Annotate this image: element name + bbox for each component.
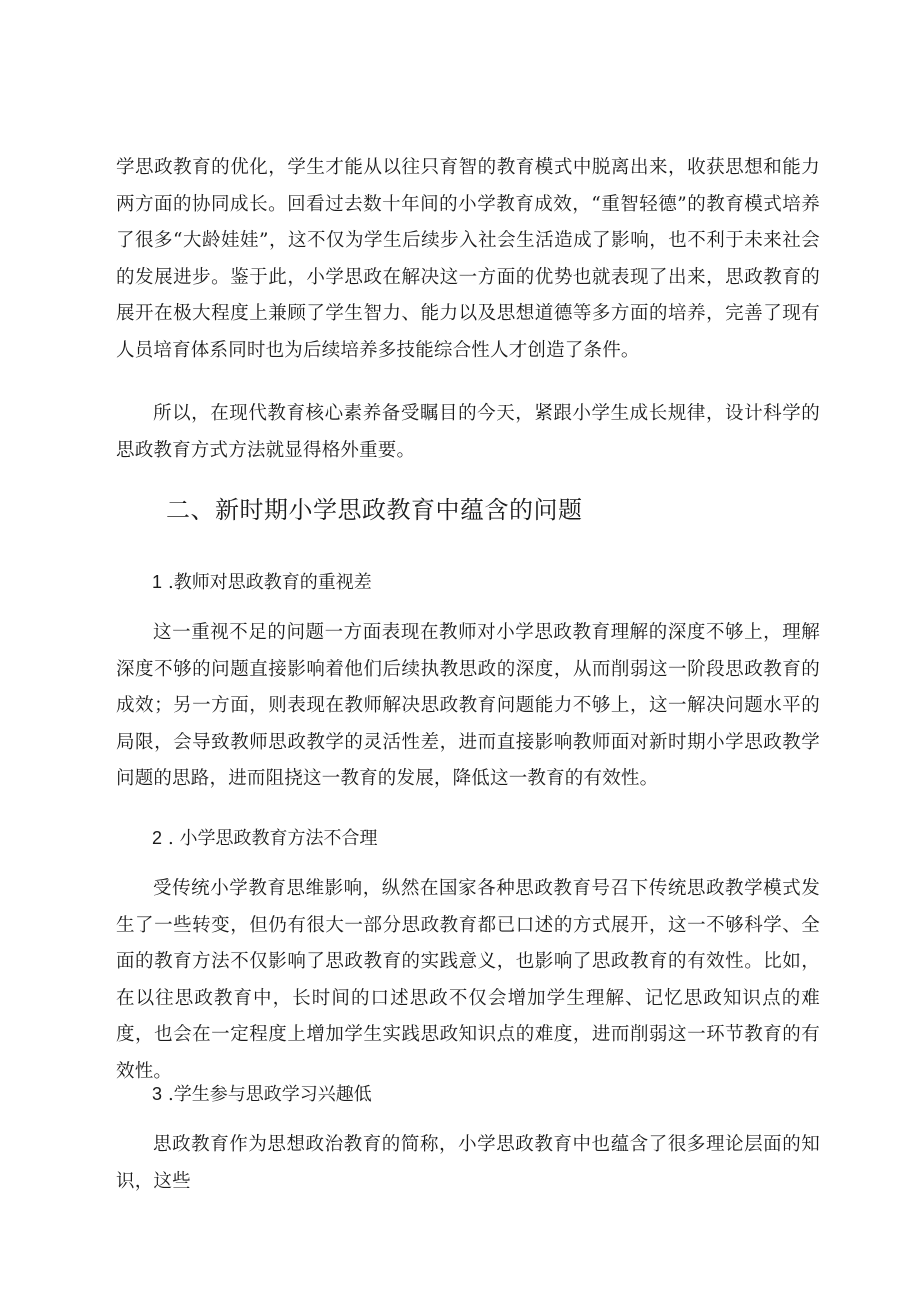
subsection-heading-2 — [152, 825, 377, 852]
paragraph-5: 思政教育作为思想政治教育的简称，小学思政教育中也蕴含了很多理论层面的知识，这些 — [116, 1134, 820, 1192]
subsection-number: 3 — [152, 1084, 163, 1104]
paragraph-1: 学思政教育的优化，学生才能从以往只育智的教育模式中脱离出来，收获思想和能力两方面的协同成长。回看过去数十年间的小学教育成效，“重智轻德”的教育模式培养了很多“大龄娃娃”，这不仅为学生后续步入社会生活造成了影响，也不利于未来社会的发展进步。鉴于此，小学思政在解决这一方面的优势也就表现了出来，思政教育的展开在极大程度上兼顾了学生智力、能力以及思想道德等多方面的培养，完善了现有人员培育体系同时也为后续培养多技能综合性人才创造了条件。 — [116, 157, 820, 361]
subsection-title: .学生参与思政学习兴趣低 — [168, 1084, 372, 1105]
subsection-title: . 小学思政教育方法不合理 — [168, 828, 378, 849]
subsection-title: .教师对思政教育的重视差 — [168, 572, 372, 593]
section-heading: 二、新时期小学思政教育中蕴含的问题 — [166, 496, 583, 524]
subsection-heading-1 — [152, 569, 372, 596]
paragraph-2: 所以，在现代教育核心素养备受瞩目的今天，紧跟小学生成长规律，设计科学的思政教育方式方法就显得格外重要。 — [116, 403, 820, 461]
subsection-number: 1 — [152, 572, 163, 592]
subsection-heading-3 — [152, 1081, 372, 1108]
paragraph-4: 受传统小学教育思维影响，纵然在国家各种思政教育号召下传统思政教学模式发生了一些转变，但仍有很大一部分思政教育都已口述的方式展开，这一不够科学、全面的教育方法不仅影响了思政教育的实践意义，也影响了思政教育的有效性。比如，在以往思政教育中，长时间的口述思政不仅会增加学生理解、记忆思政知识点的难度，也会在一定程度上增加学生实践思政知识点的难度，进而削弱这一环节教育的有效性。 — [116, 878, 820, 1082]
subsection-number: 2 — [152, 828, 163, 848]
paragraph-3: 这一重视不足的问题一方面表现在教师对小学思政教育理解的深度不够上，理解深度不够的问题直接影响着他们后续执教思政的深度，从而削弱这一阶段思政教育的成效；另一方面，则表现在教师解决思政教育问题能力不够上，这一解决问题水平的局限，会导致教师思政教学的灵活性差，进而直接影响教师面对新时期小学思政教学问题的思路，进而阻挠这一教育的发展，降低这一教育的有效性。 — [116, 622, 820, 789]
